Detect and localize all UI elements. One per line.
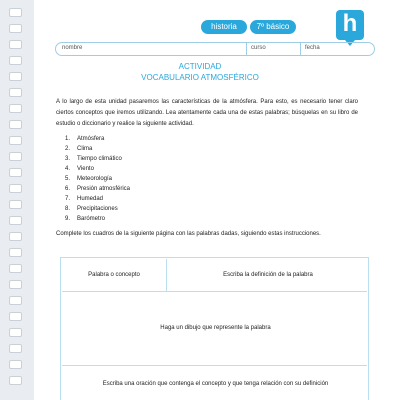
drawing-row	[62, 292, 367, 366]
field-divider	[300, 43, 301, 55]
binding-hole	[9, 24, 22, 33]
list-item: 2. Clima	[65, 146, 93, 152]
binding-hole	[9, 120, 22, 129]
list-item: 1. Atmósfera	[65, 136, 105, 142]
vocabulary-list	[65, 134, 130, 224]
list-item: 6. Presión atmosférica	[65, 186, 131, 192]
binding-hole	[9, 184, 22, 193]
binding-hole	[9, 312, 22, 321]
sentence-prompt: Escriba una oración que contenga el concepto y que tenga relación con su definición	[102, 381, 329, 387]
grade-tag: 7º básico	[250, 20, 296, 34]
logo-h: h	[336, 10, 364, 40]
binding-hole	[9, 168, 22, 177]
binding-strip	[0, 0, 34, 400]
sentence-row	[62, 366, 367, 400]
list-item: 8. Precipitaciones	[65, 206, 118, 212]
binding-hole	[9, 136, 22, 145]
binding-hole	[9, 104, 22, 113]
definition-header: Escriba la definición de la palabra	[223, 272, 313, 278]
binding-hole	[9, 280, 22, 289]
binding-hole	[9, 264, 22, 273]
binding-hole	[9, 152, 22, 161]
binding-hole	[9, 88, 22, 97]
word-cell	[62, 259, 167, 291]
binding-hole	[9, 232, 22, 241]
word-header: Palabra o concepto	[88, 272, 140, 278]
name-label: nombre	[62, 45, 83, 51]
binding-hole	[9, 296, 22, 305]
binding-hole	[9, 8, 22, 17]
activity-subtitle: VOCABULARIO ATMOSFÉRICO	[141, 73, 259, 82]
subject-tag: historia	[201, 20, 247, 34]
binding-hole	[9, 200, 22, 209]
list-item: 5. Meteorología	[65, 176, 113, 182]
field-divider	[246, 43, 247, 55]
list-item: 9. Barómetro	[65, 216, 106, 222]
binding-hole	[9, 360, 22, 369]
list-item: 7. Humedad	[65, 196, 104, 202]
drawing-prompt: Haga un dibujo que represente la palabra	[160, 325, 271, 331]
list-item: 4. Viento	[65, 166, 94, 172]
date-label: fecha	[305, 45, 320, 51]
course-label: curso	[251, 45, 266, 51]
binding-hole	[9, 248, 22, 257]
binding-hole	[9, 216, 22, 225]
list-item: 3. Tiempo climático	[65, 156, 122, 162]
binding-hole	[9, 376, 22, 385]
activity-heading: ACTIVIDAD	[178, 62, 222, 71]
binding-hole	[9, 40, 22, 49]
intro-paragraph: A lo largo de esta unidad pasaremos las características de la atmósfera. Para esto, es necesario tener claro ciertos conceptos que iremos utilizando. Lea atentamente cada una de estas palabras; búsquelas en su libro de estudio o diccionario y realice la siguiente actividad.	[56, 99, 358, 127]
instruction-paragraph: Complete los cuadros de la siguiente página con las palabras dadas, siguiendo estas instrucciones.	[56, 231, 321, 237]
binding-hole	[9, 344, 22, 353]
table-header-row	[62, 259, 367, 292]
binding-hole	[9, 328, 22, 337]
worksheet-table	[60, 257, 369, 400]
student-info-bar	[55, 42, 375, 56]
